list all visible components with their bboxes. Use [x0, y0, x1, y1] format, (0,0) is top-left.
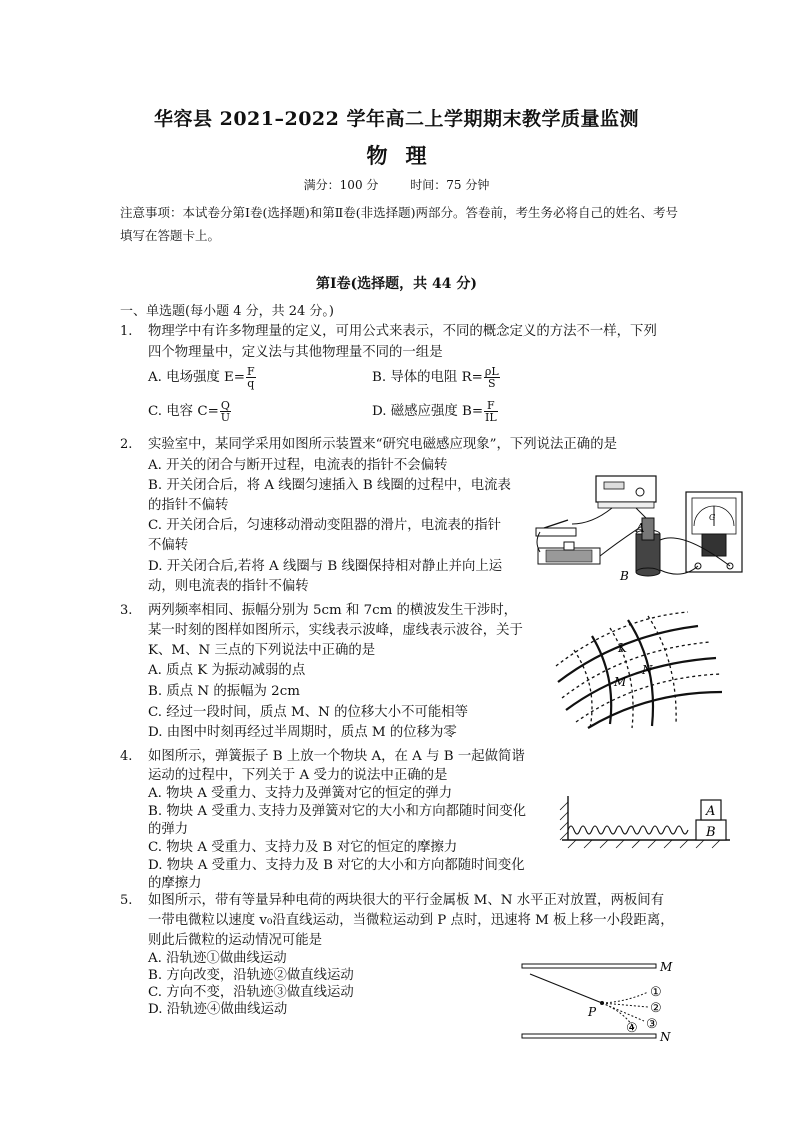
fraction: $\frac{F}{IL}$ — [485, 399, 497, 424]
plate-m — [522, 964, 656, 968]
q4-option-d1: D. 物块 A 受重力、支持力及 B 对它的大小和方向都随时间变化 — [148, 858, 525, 873]
q3-line2: 某一时刻的图样如图所示，实线表示波峰，虚线表示波谷，关于 — [148, 623, 523, 638]
q2-number: 2. — [120, 437, 133, 452]
switch — [544, 520, 568, 528]
q5-line3: 则此后微粒的运动情况可能是 — [148, 933, 323, 948]
q3-option-c: C. 经过一段时间，质点 M、N 的位移大小不可能相等 — [148, 705, 469, 720]
q3-option-a: A. 质点 K 为振动减弱的点 — [148, 663, 306, 678]
plate-n-label: N — [660, 1030, 671, 1044]
q2-option-c2: 不偏转 — [148, 538, 189, 553]
q3-line3: K、M、N 三点的下列说法中正确的是 — [148, 643, 376, 658]
exam-time: 时间：75 分钟 — [410, 178, 490, 192]
fraction: $\frac{\rho L}{S}$ — [484, 365, 499, 390]
q1-option-a: A. 电场强度 E= $\frac{F}{q}$ — [148, 365, 255, 390]
spring-oscillator-figure — [556, 792, 734, 856]
spring — [568, 826, 688, 834]
point-p-label: P — [588, 1005, 597, 1019]
subject-title: 物理 — [366, 143, 445, 168]
q3-option-d: D. 由图中时刻再经过半周期时，质点 M 的位移为零 — [148, 725, 457, 740]
full-score: 满分：100 分 — [303, 178, 379, 192]
q1-line2: 四个物理量中，定义法与其他物理量不同的一组是 — [148, 345, 443, 360]
q2-option-d1: D. 开关闭合后,若将 A 线圈与 B 线圈保持相对静止并向上运 — [148, 559, 503, 574]
q1-option-d: D. 磁感应强度 B= $\frac{F}{IL}$ — [372, 399, 497, 424]
notice: 注意事项：本试卷分第Ⅰ卷(选择题)和第Ⅱ卷(非选择题)两部分。答卷前，考生务必将自己的姓名、考号填写在答题卡上。 — [120, 205, 678, 243]
wave-interference-figure — [548, 606, 728, 734]
part-title: 一、单选题(每小题 4 分，共 24 分。) — [120, 304, 334, 319]
exam-title: 华容县 2021–2022 学年高二上学期期末教学质量监测 — [154, 108, 639, 130]
q5-option-d: D. 沿轨迹④做曲线运动 — [148, 1002, 288, 1017]
q5-option-c: C. 方向不变，沿轨迹③做直线运动 — [148, 985, 354, 1000]
q4-option-d2: 的摩擦力 — [148, 876, 202, 891]
q1-number: 1. — [120, 324, 133, 339]
plate-m-label: M — [660, 960, 673, 974]
fraction: $\frac{Q}{U}$ — [220, 399, 231, 424]
q5-option-b: B. 方向改变，沿轨迹②做直线运动 — [148, 968, 354, 983]
point-k-label: K — [618, 641, 627, 655]
q1-option-b: B. 导体的电阻 R= $\frac{\rho L}{S}$ — [372, 365, 499, 390]
q4-line2: 运动的过程中，下列关于 A 受力的说法中正确的是 — [148, 768, 448, 783]
wave-crests — [558, 620, 722, 728]
q4-line1: 如图所示，弹簧振子 B 上放一个物块 A，在 A 与 B 一起做简谐 — [148, 749, 525, 764]
q3-option-b: B. 质点 N 的振幅为 2cm — [148, 684, 300, 699]
fraction: $\frac{F}{q}$ — [247, 365, 255, 390]
block-b-label: B — [706, 825, 716, 840]
q5-option-a: A. 沿轨迹①做曲线运动 — [148, 951, 287, 966]
section-title: 第Ⅰ卷(选择题，共 44 分) — [315, 276, 478, 292]
q1-option-c: C. 电容 C= $\frac{Q}{U}$ — [148, 399, 231, 424]
q2-option-d2: 动，则电流表的指针不偏转 — [148, 579, 309, 594]
score-time-line — [0, 176, 793, 193]
particle-path — [530, 974, 602, 1003]
trajectory-3-label: ③ — [646, 1017, 658, 1032]
q4-option-a: A. 物块 A 受重力、支持力及弹簧对它的恒定的弹力 — [148, 786, 453, 801]
q4-option-b1: B. 物块 A 受重力､支持力及弹簧对它的大小和方向都随时间变化 — [148, 804, 526, 819]
trajectory-1-label: ① — [650, 985, 662, 1000]
q3-line1: 两列频率相同、振幅分别为 5cm 和 7cm 的横波发生干涉时， — [148, 603, 518, 618]
q4-option-b2: 的弹力 — [148, 822, 189, 837]
coil-a-label: A — [636, 521, 645, 535]
trajectory-4-label: ④ — [626, 1021, 638, 1036]
electromagnetic-induction-figure — [532, 470, 752, 588]
q1-line1: 物理学中有许多物理量的定义，可用公式来表示，不同的概念定义的方法不一样，下列 — [148, 324, 657, 339]
trajectories — [602, 992, 648, 1028]
q2-option-c1: C. 开关闭合后，匀速移动滑动变阻器的滑片，电流表的指针 — [148, 518, 502, 533]
galvanometer-label: G — [709, 513, 716, 522]
point-m-label: M — [614, 675, 627, 689]
q2-option-b2: 的指针不偏转 — [148, 498, 229, 513]
trajectory-2-label: ② — [650, 1001, 662, 1016]
q2-stem: 实验室中，某同学采用如图所示装置来“研究电磁感应现象”，下列说法正确的是 — [148, 437, 617, 452]
parallel-plates-figure — [516, 958, 676, 1048]
q2-option-a: A. 开关的闭合与断开过程，电流表的指针不会偏转 — [148, 458, 448, 473]
coil-b-label: B — [620, 569, 629, 583]
q5-number: 5. — [120, 893, 133, 908]
q4-number: 4. — [120, 749, 133, 764]
q4-option-c: C. 物块 A 受重力、支持力及 B 对它的恒定的摩擦力 — [148, 840, 458, 855]
q2-option-b1: B. 开关闭合后，将 A 线圈匀速插入 B 线圈的过程中，电流表 — [148, 478, 511, 493]
wave-troughs — [556, 612, 720, 728]
point-n-label: N — [642, 663, 653, 677]
q3-number: 3. — [120, 603, 133, 618]
q5-line2: 一带电微粒以速度 v₀沿直线运动，当微粒运动到 P 点时，迅速将 M 板上移一小段距离， — [148, 913, 674, 928]
q5-line1: 如图所示，带有等量异种电荷的两块很大的平行金属板 M、N 水平正对放置，两板间有 — [148, 893, 665, 908]
block-a-label: A — [706, 804, 716, 819]
